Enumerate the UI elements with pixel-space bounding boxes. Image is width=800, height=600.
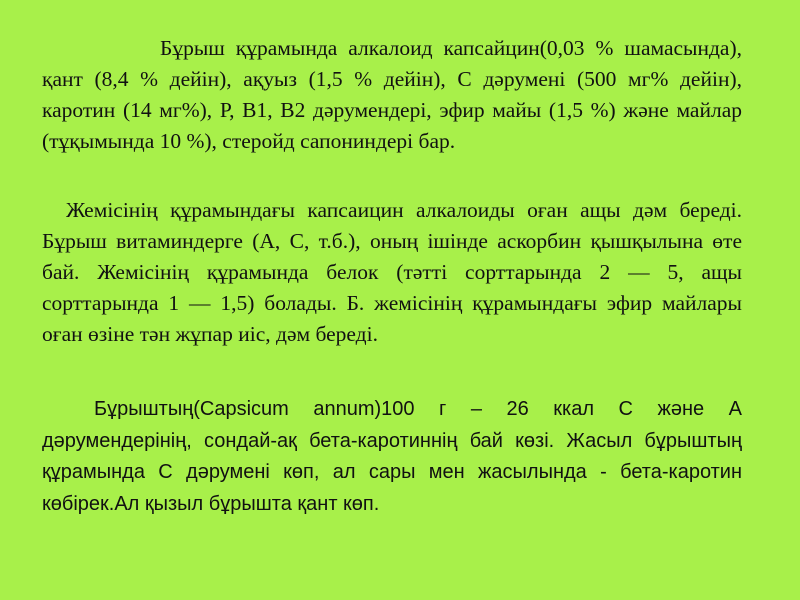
paragraph-fruit-properties: Жемісінің құрамындағы капсаицин алкалоиды оған ащы дәм береді. Бұрыш витаминдерге (А, С, т.б.), оның ішінде аскорбин қышқылына өте бай. Жемісінің құрамында белок (тәтті сорттарында 2 — 5, ащы сорттарында 1 — 1,5) болады. Б. жемісінің құрамындағы эфир майлары оған өзіне тән жұпар иіс, дәм береді. bbox=[42, 198, 742, 346]
paragraph-nutrition: Бұрыштың(Capsicum annum)100 г – 26 ккал С және А дәрумендерінің, сондай-ақ бета-каротиннің бай көзі. Жасыл бұрыштың құрамында С дәрумені көп, ал сары мен жасылында - бета-каротин көбірек.Ал қызыл бұрышта қант көп. bbox=[42, 398, 742, 515]
paragraph-composition: Бұрыш құрамында алкалоид капсайцин(0,03 % шамасында), қант (8,4 % дейін), ақуыз (1,5 % дейін), С дәрумені (500 мг% дейін), каротин (14 мг%), Р, В1, В2 дәрумендері, эфир майы (1,5 %) және майлар (тұқымында 10 %), стеройд сапониндері бар. bbox=[42, 36, 742, 153]
